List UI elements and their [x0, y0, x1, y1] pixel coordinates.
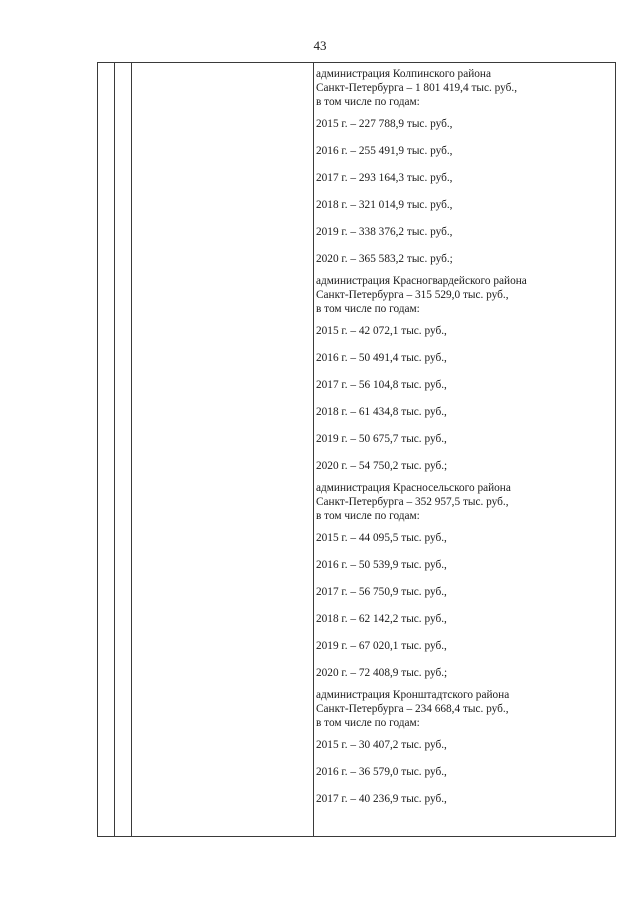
admin-block-kronshtadtsky: [316, 688, 612, 730]
admin-line: администрация Красносельского района: [316, 482, 511, 494]
year-row: 2017 г. – 40 236,9 тыс. руб.,: [316, 793, 447, 805]
year-row: 2017 г. – 56 104,8 тыс. руб.,: [316, 379, 447, 391]
admin-block-krasnoselsky: [316, 481, 612, 523]
admin-line: в том числе по годам:: [316, 717, 420, 729]
year-row: 2019 г. – 338 376,2 тыс. руб.,: [316, 226, 453, 238]
admin-line: Санкт-Петербурга – 315 529,0 тыс. руб.,: [316, 289, 509, 301]
year-row: 2015 г. – 227 788,9 тыс. руб.,: [316, 118, 453, 130]
year-row: 2016 г. – 255 491,9 тыс. руб.,: [316, 145, 453, 157]
year-row: 2016 г. – 50 491,4 тыс. руб.,: [316, 352, 447, 364]
funding-cell: [316, 67, 612, 819]
document-table: [97, 62, 616, 837]
admin-line: Санкт-Петербурга – 1 801 419,4 тыс. руб.,: [316, 82, 518, 94]
year-row: 2016 г. – 50 539,9 тыс. руб.,: [316, 559, 447, 571]
year-row: 2016 г. – 36 579,0 тыс. руб.,: [316, 766, 447, 778]
year-row: 2015 г. – 30 407,2 тыс. руб.,: [316, 739, 447, 751]
page-number: 43: [313, 38, 327, 53]
admin-line: в том числе по годам:: [316, 510, 420, 522]
year-row: 2019 г. – 67 020,1 тыс. руб.,: [316, 640, 447, 652]
year-row: 2019 г. – 50 675,7 тыс. руб.,: [316, 433, 447, 445]
admin-line: Санкт-Петербурга – 352 957,5 тыс. руб.,: [316, 496, 509, 508]
admin-block-krasnogvardeysky: [316, 274, 612, 316]
admin-line: администрация Колпинского района: [316, 68, 491, 80]
year-row: 2020 г. – 54 750,2 тыс. руб.;: [316, 460, 448, 472]
table-column-divider: [114, 63, 115, 836]
table-column-divider: [131, 63, 132, 836]
year-row: 2015 г. – 44 095,5 тыс. руб.,: [316, 532, 447, 544]
year-row: 2020 г. – 365 583,2 тыс. руб.;: [316, 253, 453, 265]
year-row: 2018 г. – 61 434,8 тыс. руб.,: [316, 406, 447, 418]
year-row: 2015 г. – 42 072,1 тыс. руб.,: [316, 325, 447, 337]
year-row: 2017 г. – 293 164,3 тыс. руб.,: [316, 172, 453, 184]
admin-line: администрация Кронштадтского района: [316, 689, 510, 701]
year-row: 2018 г. – 62 142,2 тыс. руб.,: [316, 613, 447, 625]
year-row: 2020 г. – 72 408,9 тыс. руб.;: [316, 667, 448, 679]
year-row: 2017 г. – 56 750,9 тыс. руб.,: [316, 586, 447, 598]
admin-line: Санкт-Петербурга – 234 668,4 тыс. руб.,: [316, 703, 509, 715]
admin-line: в том числе по годам:: [316, 303, 420, 315]
admin-line: в том числе по годам:: [316, 96, 420, 108]
year-row: 2018 г. – 321 014,9 тыс. руб.,: [316, 199, 453, 211]
admin-line: администрация Красногвардейского района: [316, 275, 527, 287]
admin-block-kolpinsky: [316, 67, 612, 109]
table-column-divider: [313, 63, 314, 836]
